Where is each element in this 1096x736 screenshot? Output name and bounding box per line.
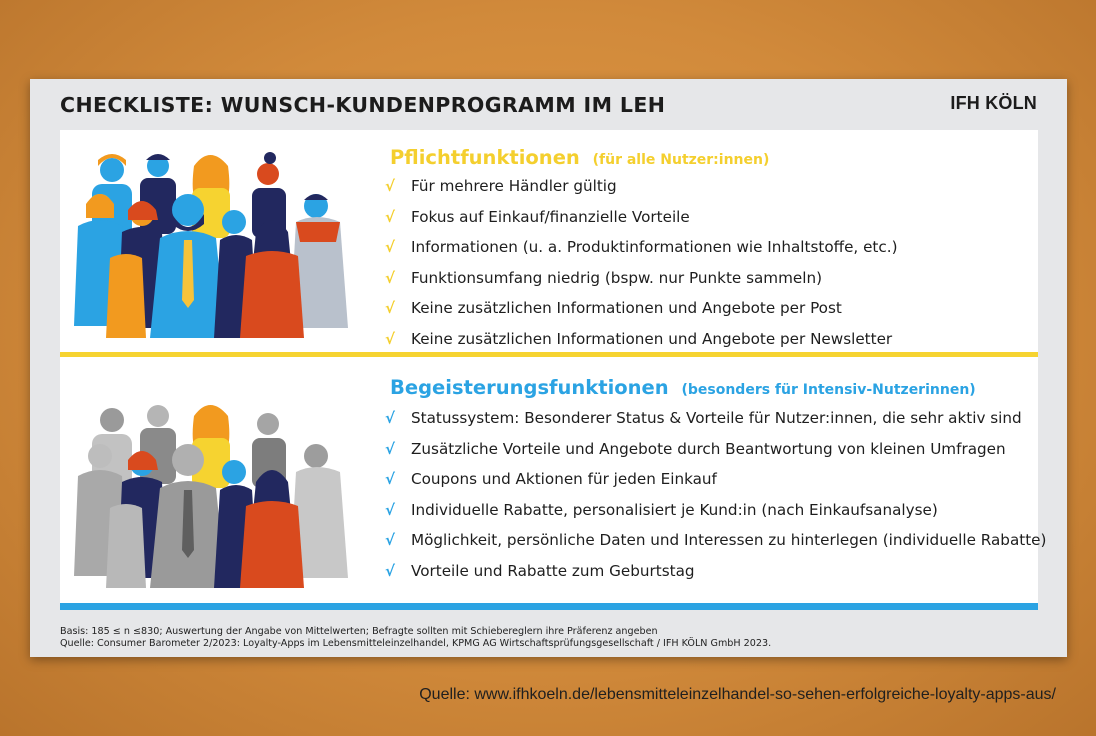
grayscale-people-illustration: [70, 398, 360, 588]
section-begeisterungsfunktionen-title: [390, 376, 976, 399]
list-item: √ Vorteile und Rabatte zum Geburtstag: [385, 561, 695, 580]
list-item: √ Zusätzliche Vorteile und Angebote durch Beantwortung von kleinen Umfragen: [385, 439, 1006, 458]
check-icon: √: [385, 299, 396, 317]
gperson-front-right: [240, 470, 304, 588]
list-item: √ Keine zusätzlichen Informationen und Angebote per Newsletter: [385, 329, 893, 348]
list-item: √ Coupons und Aktionen für jeden Einkauf: [385, 470, 717, 488]
check-icon: √: [385, 470, 396, 488]
check-icon: √: [385, 207, 396, 226]
check-icon: √: [385, 561, 396, 580]
pflicht-title-text: Pflichtfunktionen: [390, 146, 580, 169]
list-item: √ Informationen (u. a. Produktinformationen wie Inhaltstoffe, etc.): [385, 238, 898, 256]
check-icon: √: [385, 268, 396, 287]
infographic-card: [30, 79, 1067, 657]
source-caption: Quelle: www.ifhkoeln.de/lebensmitteleinzelhandel-so-sehen-erfolgreiche-loyalty-apps-aus/: [419, 686, 1056, 703]
person-front-left: [106, 254, 146, 338]
check-icon: √: [385, 531, 396, 549]
list-item: √ Für mehrere Händler gültig: [385, 177, 617, 195]
check-icon: √: [385, 238, 396, 256]
begeisterung-subtitle: (besonders für Intensiv-Nutzerinnen): [681, 382, 976, 398]
blue-divider: [60, 603, 1038, 610]
pflichtfunktionen-list: [385, 175, 898, 358]
check-icon: √: [385, 329, 396, 348]
footnote-basis: Basis: 185 ≤ n ≤830; Auswertung der Angabe von Mittelwerten; Befragte sollten mit Schiebereglern ihre Präferenz angeben: [60, 626, 658, 637]
gperson-front-left: [106, 504, 146, 588]
yellow-divider: [60, 352, 1038, 357]
list-item: √ Funktionsumfang niedrig (bspw. nur Punkte sammeln): [385, 268, 822, 287]
section-pflichtfunktionen-title: [390, 146, 769, 169]
list-item: √ Möglichkeit, persönliche Daten und Interessen zu hinterlegen (individuelle Rabatte): [385, 531, 1047, 549]
checklist-panel: [60, 130, 1047, 610]
footnote-quelle: Quelle: Consumer Barometer 2/2023: Loyalty-Apps im Lebensmitteleinzelhandel, KPMG AG Wirtschaftsprüfungsgesellschaft / IFH KÖLN GmbH 2023.: [60, 638, 772, 649]
pflicht-subtitle: (für alle Nutzer:innen): [592, 152, 770, 168]
begeisterungsfunktionen-list: [385, 407, 1046, 590]
ifh-koeln-logo: IFH KÖLN: [950, 93, 1037, 113]
list-item: √ Fokus auf Einkauf/finanzielle Vorteile: [385, 207, 690, 226]
check-icon: √: [385, 500, 396, 519]
colored-people-illustration: [70, 148, 360, 338]
check-icon: √: [385, 439, 396, 458]
list-item: √ Keine zusätzlichen Informationen und Angebote per Post: [385, 299, 842, 317]
person-front-right: [240, 220, 304, 338]
card-title: CHECKLISTE: WUNSCH-KUNDENPROGRAMM IM LEH: [60, 93, 666, 117]
check-icon: √: [385, 409, 396, 427]
list-item: √ Statussystem: Besonderer Status & Vorteile für Nutzer:innen, die sehr aktiv sind: [385, 409, 1022, 427]
check-icon: √: [385, 177, 396, 195]
list-item: √ Individuelle Rabatte, personalisiert je Kund:in (nach Einkaufsanalyse): [385, 500, 938, 519]
begeisterung-title-text: Begeisterungsfunktionen: [390, 376, 669, 399]
